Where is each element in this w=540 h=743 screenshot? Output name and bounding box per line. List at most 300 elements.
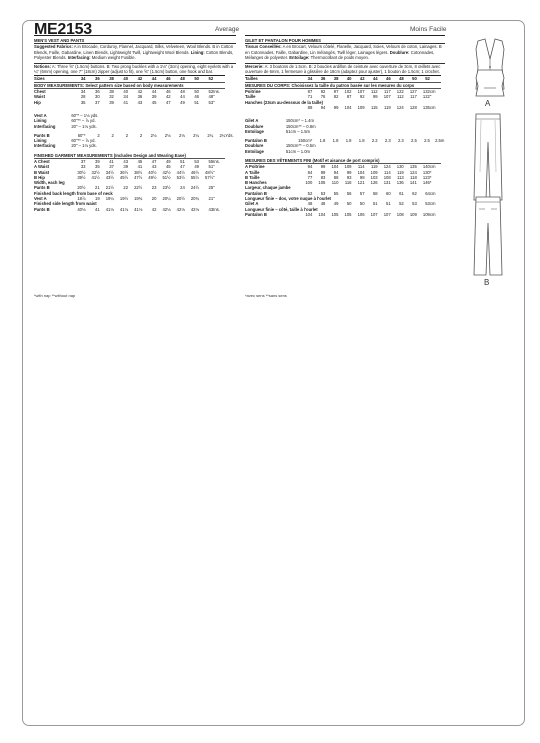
cell-value: 89 [307, 104, 313, 110]
row-label: Vest A [34, 112, 47, 118]
cell-value: 1.8 [319, 138, 326, 144]
unit-label: cm [429, 104, 436, 110]
section-heading: MESURES DES VÊTEMENTS FINI (Motif et aisance de port compris) [245, 158, 441, 164]
cell-value: 130 [396, 164, 404, 170]
cell-value: 25 [208, 185, 214, 191]
cell-value: 140 [422, 164, 430, 170]
cell-value: 51½ [162, 174, 171, 180]
cell-value: 107 [383, 211, 391, 217]
row-label: A Chest [34, 159, 50, 164]
cell-value: 109 [357, 104, 365, 110]
cell-value: 60 [386, 190, 391, 196]
cell-value: 108 [396, 211, 404, 217]
size-value: 50 [185, 76, 199, 82]
cell-value: 112 [397, 94, 404, 100]
cell-value: 62 [412, 190, 417, 196]
cell-value: 37 [95, 99, 100, 105]
cell-value: 88 [333, 174, 339, 180]
cell-value: 40⅛ [77, 206, 86, 212]
interfacing-text: Medium weight Fusible. [91, 55, 136, 61]
cell-value: 97 [333, 89, 339, 95]
unit-label: cm [429, 89, 436, 95]
yardage-text: 60"* – 1⅛ yds. [71, 112, 99, 118]
yardage-text: 150cm** – 0.8m [285, 123, 316, 129]
size-value: 34 [71, 76, 85, 82]
cell-value: 83 [320, 174, 326, 180]
cell-value: 118 [410, 174, 417, 180]
cell-value: 114 [384, 169, 391, 175]
cell-value: 124 [409, 169, 417, 175]
cell-value: 19 [95, 196, 100, 202]
row-label: Lining [34, 118, 47, 124]
cell-value: 102 [344, 89, 352, 95]
cell-value: 135 [409, 164, 417, 170]
cell-value: 47 [180, 164, 185, 170]
unit-label: cm [429, 164, 436, 170]
view-b-label: B [484, 278, 490, 287]
cell-value: 37 [109, 164, 114, 170]
cell-value: 34 [123, 94, 129, 100]
cell-value: 123 [422, 174, 430, 180]
english-notions [34, 63, 236, 75]
cell-value: 49 [165, 159, 171, 164]
cell-value: 20 [151, 196, 157, 202]
size-value: 44 [142, 76, 156, 82]
cell-value: 53 [425, 201, 430, 207]
row-label: Waist [34, 94, 46, 100]
french-footnote: *avec sens **sans sens [245, 293, 287, 298]
side-length-label: Finished side length from waist [34, 201, 97, 207]
cell-value: 43 [123, 159, 129, 164]
row-label: Interfacing [34, 143, 56, 149]
unit-label: " [213, 196, 215, 202]
cell-value: 98 [359, 174, 365, 180]
cell-value: 41 [137, 164, 143, 170]
cell-value: 119 [370, 164, 378, 170]
cell-value: 21½ [105, 185, 114, 191]
cell-value: 84 [307, 169, 313, 175]
cell-value: 34½ [105, 169, 114, 175]
cell-value: 105 [318, 180, 326, 186]
cell-value: 100 [305, 180, 313, 186]
yardage-text: 60"** – ⅞ yd. [71, 138, 96, 144]
french-title: GILET ET PANTALON POUR HOMMES [245, 38, 321, 43]
cell-value: 122 [396, 89, 404, 95]
row-label: A Waist [34, 164, 50, 170]
cell-value: 109 [370, 169, 378, 175]
cell-value: 57 [359, 190, 365, 196]
cell-value: 103 [370, 174, 378, 180]
cell-value: 19¾ [134, 196, 143, 202]
sizes-label: Tailles [245, 76, 286, 82]
notions-label: Notions: [34, 63, 51, 69]
cell-value: 47 [165, 99, 171, 105]
row-label: Taille [245, 94, 256, 100]
cell-value: 41 [95, 206, 100, 212]
cell-value: 2¼ [193, 132, 199, 138]
size-value: 36 [312, 76, 325, 82]
row-label: Pants B [34, 132, 50, 138]
yardage-text: 150cm* – 1.4m [285, 118, 314, 124]
cell-value: 20½ [176, 196, 185, 202]
cell-value: 23½ [162, 185, 171, 191]
cell-value: 53 [320, 190, 326, 196]
cell-value: 2.3 [397, 138, 404, 144]
size-value: 52 [199, 76, 213, 82]
cell-value: 52 [208, 89, 214, 95]
lining-text: Cotton Blends, Polyester Blends. [34, 49, 234, 61]
cell-value: 39 [109, 99, 114, 105]
cell-value: 76 [320, 94, 326, 100]
cell-value: 92 [359, 94, 365, 100]
cell-value: 30 [95, 94, 100, 100]
cell-value: 23 [151, 185, 157, 191]
row-label: Pants B [34, 185, 50, 191]
row-label: A Poitrine [245, 164, 265, 170]
cell-value: 82 [333, 94, 339, 100]
cell-value: 41½ [91, 174, 100, 180]
cell-value: 19¼ [105, 196, 114, 202]
cell-value: 126 [370, 180, 378, 186]
cell-value: 114 [357, 164, 365, 170]
cell-value: 64 [425, 190, 430, 196]
unit-label: " [213, 94, 215, 100]
cell-value: 55½ [190, 174, 199, 180]
cell-value: 92 [320, 89, 326, 95]
cell-value: 110 [331, 180, 339, 186]
cell-value: 50 [359, 201, 365, 207]
cell-value: 39 [95, 159, 100, 164]
cell-value: 48 [320, 201, 326, 207]
cell-value: 77 [307, 174, 313, 180]
unit-label: * [429, 174, 432, 180]
cell-value: 94 [307, 164, 313, 170]
width-label: Width, each leg [34, 180, 65, 186]
english-measurement-table [34, 75, 236, 212]
cell-value: 60"* [77, 132, 86, 138]
size-value: 44 [365, 76, 378, 82]
size-value: 48 [391, 76, 404, 82]
cell-value: 46½ [190, 169, 199, 175]
unit-label: cm [429, 201, 436, 207]
size-value: 36 [86, 76, 100, 82]
fabrics-text: A in Brocade, Corduroy, Flannel, Jacquard, Silks, Velveteen, Wool Blends. B in Cotton Blends, Faille, Gabardine, Linen Blends, Lightweight Twill, Lightweight Wool Blends. [34, 44, 234, 55]
cell-value: 43½ [105, 174, 114, 180]
size-value: 40 [114, 76, 128, 82]
cell-value: 51 [208, 164, 214, 170]
cell-value: 41⅛ [105, 206, 114, 212]
cell-value: 33 [80, 164, 86, 170]
notions-label-fr: Mercerie: [245, 63, 264, 69]
unit-label: cm [429, 211, 436, 217]
french-notions [245, 63, 445, 75]
size-value: 42 [352, 76, 365, 82]
cell-value: 107 [357, 89, 365, 95]
cell-value: 40½ [148, 169, 157, 175]
unit-label: Ins. [213, 159, 220, 164]
cell-value: 1.8 [332, 138, 339, 144]
fabrics-label-fr: Tissus Conseillés: [245, 44, 282, 50]
cell-value: 42⅛ [162, 206, 171, 212]
cell-value: 49 [194, 164, 199, 170]
cell-value: 24 [180, 185, 185, 191]
difficulty-french: Moins Facile [410, 26, 447, 33]
cell-value: 2¼ [207, 132, 214, 138]
cell-value: 107 [383, 94, 391, 100]
lining-text-fr: Cotonnades, Mélanges de polyester. [245, 49, 435, 61]
cell-value: 146 [422, 180, 430, 186]
cell-value: 132 [422, 89, 430, 95]
cell-value: 58 [372, 190, 378, 196]
cell-value: 2⅛ [178, 132, 185, 138]
fabrics-text-fr: A en Brocart, Velours côtelé, Flanelle, Jacquard, Soies, Velours de coton, Lainages. B en Cotonnades, Faille, Gabardine, Lin mélangés, Twill léger, Lainages légers. [245, 44, 442, 55]
cell-value: 43 [208, 206, 214, 212]
notions-text-fr: A: 3 boutons de 1.5cm. B: 2 boucles ardillon de ceinture avec ouverture de 3cm, 8 œillets avec ouverture de 6mm, 1 fermeture à glissière de 18cm (adaptez pour ajuster), 1 bouton de 1.5cm; 1 crochet. [245, 63, 441, 75]
cell-value: 36½ [119, 169, 129, 175]
unit-label: m [440, 138, 445, 144]
cell-value: 2¼ [219, 132, 226, 138]
cell-value: 38 [109, 89, 114, 95]
size-value: 38 [325, 76, 338, 82]
cell-value: 49½ [148, 174, 157, 180]
row-label: B Waist [34, 169, 50, 175]
vest-back-sketch [470, 68, 510, 100]
cell-value: 71 [307, 94, 313, 100]
row-label: Lining [34, 138, 47, 144]
cell-value: 136 [396, 180, 404, 186]
section-heading: BODY MEASUREMENTS: Select pattern size based on body measurements [34, 82, 225, 88]
cell-value: 112 [370, 89, 378, 95]
interfacing-label-fr: Entoilage: [289, 55, 310, 61]
cell-value: 28 [80, 94, 86, 100]
cell-value: 109 [422, 211, 430, 217]
back-length-label: Finished back length from base of neck [34, 190, 113, 196]
cell-value: 105 [331, 211, 339, 217]
cell-value: 45½ [119, 174, 129, 180]
difficulty-english: Average [215, 26, 240, 33]
cell-value: 130 [422, 169, 430, 175]
unit-label: " [213, 99, 215, 105]
row-label: Chest [34, 89, 46, 95]
size-value: 48 [171, 76, 185, 82]
cell-value: 30½ [77, 169, 86, 175]
cell-value: 37 [80, 159, 86, 164]
row-label: Pantalon B [245, 138, 267, 144]
cell-value: 44 [180, 94, 185, 100]
cell-value: 55 [208, 159, 214, 164]
row-label: Doublure [245, 123, 264, 129]
yardage-text: 20" – 1⅛ yds. [71, 123, 97, 129]
cell-value: 124 [383, 164, 391, 170]
cell-value: 44½ [176, 169, 185, 175]
cell-value: 48½ [205, 169, 214, 175]
yardage-text: 150cm** – 0.5m [285, 143, 316, 149]
cell-value: 2 [111, 132, 114, 138]
cell-value: 45 [151, 99, 157, 105]
cell-value: 61 [399, 190, 404, 196]
cell-value: 1.8 [345, 138, 352, 144]
cell-value: 104 [357, 169, 365, 175]
cell-value: 22 [123, 185, 129, 191]
pants-front-sketch [468, 112, 508, 202]
cell-value: 51 [386, 201, 391, 207]
row-label: Pantalon B [245, 190, 267, 196]
cell-value: 53 [194, 159, 199, 164]
cell-value: 124 [396, 104, 404, 110]
cell-value: 56 [346, 190, 352, 196]
unit-label: Ins. [213, 206, 220, 212]
cell-value: 32 [109, 94, 114, 100]
unit-label: " [213, 169, 215, 175]
cell-value: 36 [137, 94, 143, 100]
cell-value: 42 [151, 206, 157, 212]
yardage-text: 60"** – ⅞ yd. [71, 118, 96, 124]
english-fabrics [34, 43, 236, 60]
row-label: Gilet A [245, 118, 259, 124]
lining-label: Lining: [190, 49, 205, 55]
cell-value: 48 [180, 89, 185, 95]
cell-value: 141 [409, 180, 417, 186]
cell-value: 2⅛ [164, 132, 171, 138]
cell-value: 18⅞ [77, 196, 86, 202]
french-column [245, 38, 445, 217]
cell-value: 52 [307, 190, 313, 196]
size-value: 46 [156, 76, 170, 82]
cell-value: 22½ [134, 185, 143, 191]
cell-value: 105 [344, 211, 352, 217]
cell-value: 39 [123, 164, 129, 170]
cell-value: 109 [344, 164, 352, 170]
cell-value: 44 [151, 89, 157, 95]
cell-value: 2.3 [384, 138, 391, 144]
cell-value: 38½ [134, 169, 143, 175]
row-label: Interfacing [34, 123, 56, 129]
cell-value: 51 [372, 201, 378, 207]
cell-value: 34 [80, 89, 86, 95]
cell-value: 53 [412, 201, 417, 207]
sizes-label: Sizes [34, 76, 71, 82]
interfacing-text-fr: Thermocollant de poids moyen. [310, 55, 370, 61]
cell-value: 41⅛ [119, 206, 129, 212]
section-heading: MESURES DU CORPS: Choisissez la taille du patron basée sur les mesures du corps [245, 82, 441, 88]
cell-value: 117 [410, 94, 417, 100]
cell-value: 87 [346, 94, 352, 100]
cell-value: 51 [194, 99, 199, 105]
cell-value: 20¼ [162, 196, 171, 202]
cell-value: 47½ [134, 174, 143, 180]
row-label: A Taille [245, 169, 260, 175]
english-footnote: *with nap **without nap [34, 293, 76, 298]
cell-value: 89 [320, 169, 326, 175]
cell-value: 47 [151, 159, 157, 164]
fabrics-label: Suggested Fabrics: [34, 44, 73, 50]
size-value: 34 [286, 76, 313, 82]
cell-value: 49 [333, 201, 339, 207]
size-value: 40 [338, 76, 351, 82]
cell-value: 109 [409, 211, 417, 217]
cell-value: 104 [318, 211, 326, 217]
english-title: MEN'S VEST AND PANTS [34, 38, 85, 43]
cell-value: 121 [357, 180, 365, 186]
cell-value: 41⅛ [134, 206, 143, 212]
cell-value: 41 [109, 159, 114, 164]
row-label: Entoilage [245, 148, 264, 154]
unit-label: cm [429, 190, 436, 196]
cell-value: 35 [80, 99, 86, 105]
cell-value: 46 [165, 89, 171, 95]
unit-label: " [213, 164, 215, 170]
header-rule-english [34, 35, 236, 36]
side-length-label: Longueur finie – côté, taille à l'ourlet [245, 206, 318, 212]
cell-value: 2.5 [435, 138, 441, 144]
cell-value: 106 [357, 211, 365, 217]
cell-value: 94 [320, 104, 326, 110]
cell-value: 116 [344, 180, 352, 186]
row-label: Poitrine [245, 89, 261, 95]
cell-value: 99 [333, 104, 339, 110]
cell-value: 19½ [119, 196, 129, 202]
unit-label: " [213, 185, 215, 191]
cell-value: 99 [372, 94, 378, 100]
cell-value: 131 [383, 180, 391, 186]
cell-value: 43 [137, 99, 143, 105]
size-value: 52 [417, 76, 430, 82]
cell-value: 50 [346, 201, 352, 207]
cell-value: 107 [370, 211, 378, 217]
cell-value: 135 [422, 104, 430, 110]
cell-value: 45 [165, 164, 171, 170]
cell-value: 20¾ [190, 196, 199, 202]
unit-label: * [429, 180, 432, 186]
cell-value: 2 [97, 132, 100, 138]
cell-value: 24½ [190, 185, 199, 191]
row-label: B Hanches [245, 180, 267, 186]
cell-value: 55 [333, 190, 339, 196]
cell-value: 35 [95, 164, 100, 170]
cell-value: 104 [344, 104, 352, 110]
cell-value: 42 [137, 89, 143, 95]
cell-value: 53½ [176, 174, 185, 180]
cell-value: 2 [139, 132, 143, 138]
cell-value: 150cm* [298, 138, 313, 144]
cell-value: 45 [137, 159, 143, 164]
cell-value: 87 [307, 89, 313, 95]
cell-value: 119 [384, 104, 391, 110]
finished-measurement-row [34, 207, 236, 212]
french-measurement-table [245, 75, 445, 217]
cell-value: 48 [307, 201, 313, 207]
size-value: 42 [128, 76, 142, 82]
french-fabrics [245, 43, 445, 60]
row-label: Pants B [34, 206, 50, 212]
cell-value: 104 [305, 211, 313, 217]
width-label: Largeur, chaque jambe [245, 185, 291, 191]
cell-value: 40 [123, 89, 129, 95]
cell-value: 2⅛ [150, 132, 157, 138]
cell-value: 21 [95, 185, 100, 191]
view-a-label: A [485, 99, 491, 108]
cell-value: 104 [331, 164, 339, 170]
cell-value: 2.5 [424, 138, 430, 144]
cell-value: 39½ [77, 174, 86, 180]
cell-value: 128 [409, 104, 417, 110]
hips-label: Hanches (23cm au-dessous de la taille) [245, 99, 323, 105]
cell-value: 41 [123, 99, 129, 105]
row-label: B Taille [245, 174, 260, 180]
cell-value: 122 [422, 94, 430, 100]
yardage-text: 20" – 1⅛ yds. [71, 143, 97, 149]
cell-value: 42 [165, 94, 171, 100]
